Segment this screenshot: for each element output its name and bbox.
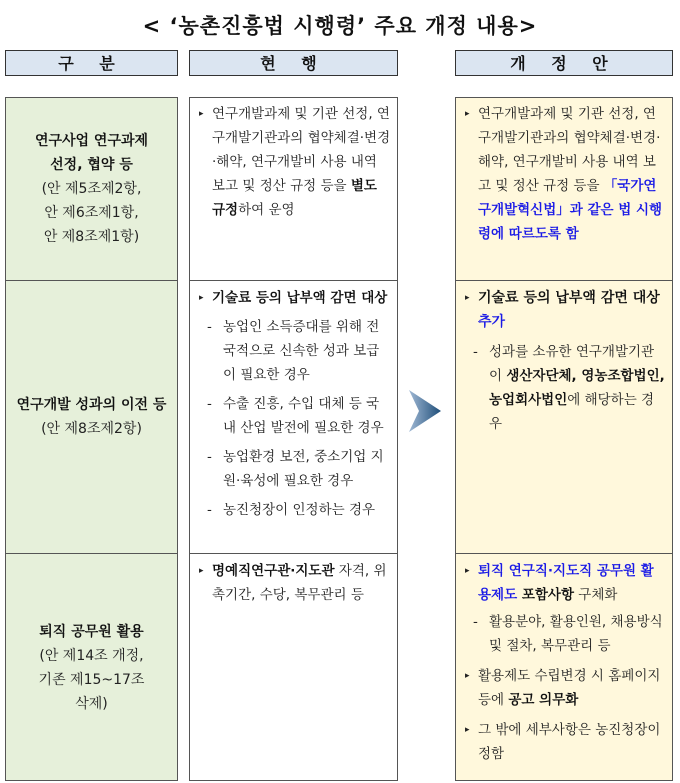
proposed-item: ▸ 퇴직 연구직·지도직 공무원 활용제도 포함사항 구체화 bbox=[465, 559, 666, 607]
current-cell-3 bbox=[190, 559, 397, 607]
triangle-bullet-icon: ▸ bbox=[199, 566, 204, 576]
proposed-item: ▸ 연구개발과제 및 기관 선정, 연구개발기관과의 협약체결·변경·해약, 연구개발비 사용 내역 보고 및 정산 규정 등을 「국가연구개발혁신법」과 같은 법 시행령에 따르도록 함 bbox=[465, 102, 666, 246]
proposed-subitem: - 활용분야, 활용인원, 채용방식 및 절차, 복무관리 등 bbox=[473, 614, 663, 654]
category-note: 안 제6조제1항, bbox=[44, 205, 139, 221]
current-item: ▸ 명예직연구관·지도관 자격, 위촉기간, 수당, 복무관리 등 bbox=[199, 559, 391, 607]
row-divider bbox=[190, 280, 397, 281]
row-divider bbox=[456, 553, 672, 554]
row-divider bbox=[190, 553, 397, 554]
triangle-bullet-icon: ▸ bbox=[199, 293, 204, 303]
proposed-cell-3 bbox=[456, 559, 672, 766]
category-title: 연구사업 연구과제 bbox=[34, 133, 149, 149]
category-note: (안 제8조제2항) bbox=[41, 420, 142, 437]
proposed-column bbox=[455, 97, 673, 781]
category-cell-2 bbox=[6, 281, 177, 552]
triangle-bullet-icon: ▸ bbox=[465, 566, 470, 576]
category-note: 기존 제15~17조 bbox=[38, 671, 145, 688]
category-column bbox=[5, 97, 178, 781]
triangle-bullet-icon: ▸ bbox=[199, 109, 204, 119]
current-cell-2 bbox=[190, 286, 397, 522]
triangle-bullet-icon: ▸ bbox=[465, 293, 470, 303]
category-note: (안 제14조 개정, bbox=[39, 647, 144, 664]
current-cell-1 bbox=[190, 102, 397, 222]
arrow-right-icon bbox=[407, 388, 443, 434]
row-divider bbox=[456, 280, 672, 281]
proposed-item: ▸ 그 밖에 세부사항은 농진청장이 정함 bbox=[465, 718, 666, 766]
triangle-bullet-icon: ▸ bbox=[465, 725, 470, 735]
current-subitem: - 농업환경 보전, 중소기업 지원·육성에 필요한 경우 bbox=[207, 449, 384, 489]
category-note: 안 제8조제1항) bbox=[43, 229, 140, 245]
header-current: 현 행 bbox=[189, 50, 398, 76]
current-column bbox=[189, 97, 398, 781]
category-cell-3 bbox=[6, 554, 177, 781]
header-proposed: 개 정 안 bbox=[455, 50, 673, 76]
proposed-subitem: - 성과를 소유한 연구개발기관이 생산자단체, 영농조합법인, 농업회사법인에 해당하는 경우 bbox=[473, 344, 665, 432]
proposed-cell-1 bbox=[456, 102, 672, 246]
proposed-item: ▸ 기술료 등의 납부액 감면 대상 추가 bbox=[465, 286, 666, 334]
current-subitem: - 농업인 소득증대를 위해 전국적으로 신속한 성과 보급이 필요한 경우 bbox=[207, 319, 380, 383]
current-item: ▸ 기술료 등의 납부액 감면 대상 bbox=[199, 286, 391, 310]
header-category: 구 분 bbox=[5, 50, 178, 76]
current-item: ▸ 연구개발과제 및 기관 선정, 연구개발기관과의 협약체결·변경·해약, 연구개발비 사용 내역 보고 및 정산 규정 등을 별도 규정하여 운영 bbox=[199, 102, 391, 222]
current-subitem: - 수출 진흥, 수입 대체 등 국내 산업 발전에 필요한 경우 bbox=[207, 396, 384, 436]
category-cell-1 bbox=[6, 98, 177, 280]
category-note: (안 제5조제2항, bbox=[41, 181, 142, 197]
category-title: 선정, 협약 등 bbox=[50, 157, 133, 173]
category-title: 퇴직 공무원 활용 bbox=[39, 623, 144, 640]
proposed-item: ▸ 활용제도 수립변경 시 홈페이지 등에 공고 의무화 bbox=[465, 664, 666, 712]
category-title: 연구개발 성과의 이전 등 bbox=[16, 396, 167, 413]
triangle-bullet-icon: ▸ bbox=[465, 671, 470, 681]
page-title: < ‘농촌진흥법 시행령’ 주요 개정 내용> bbox=[142, 14, 538, 38]
category-note: 삭제) bbox=[75, 695, 108, 712]
proposed-cell-2 bbox=[456, 286, 672, 436]
current-subitem: - 농진청장이 인정하는 경우 bbox=[207, 502, 376, 518]
triangle-bullet-icon: ▸ bbox=[465, 109, 470, 119]
